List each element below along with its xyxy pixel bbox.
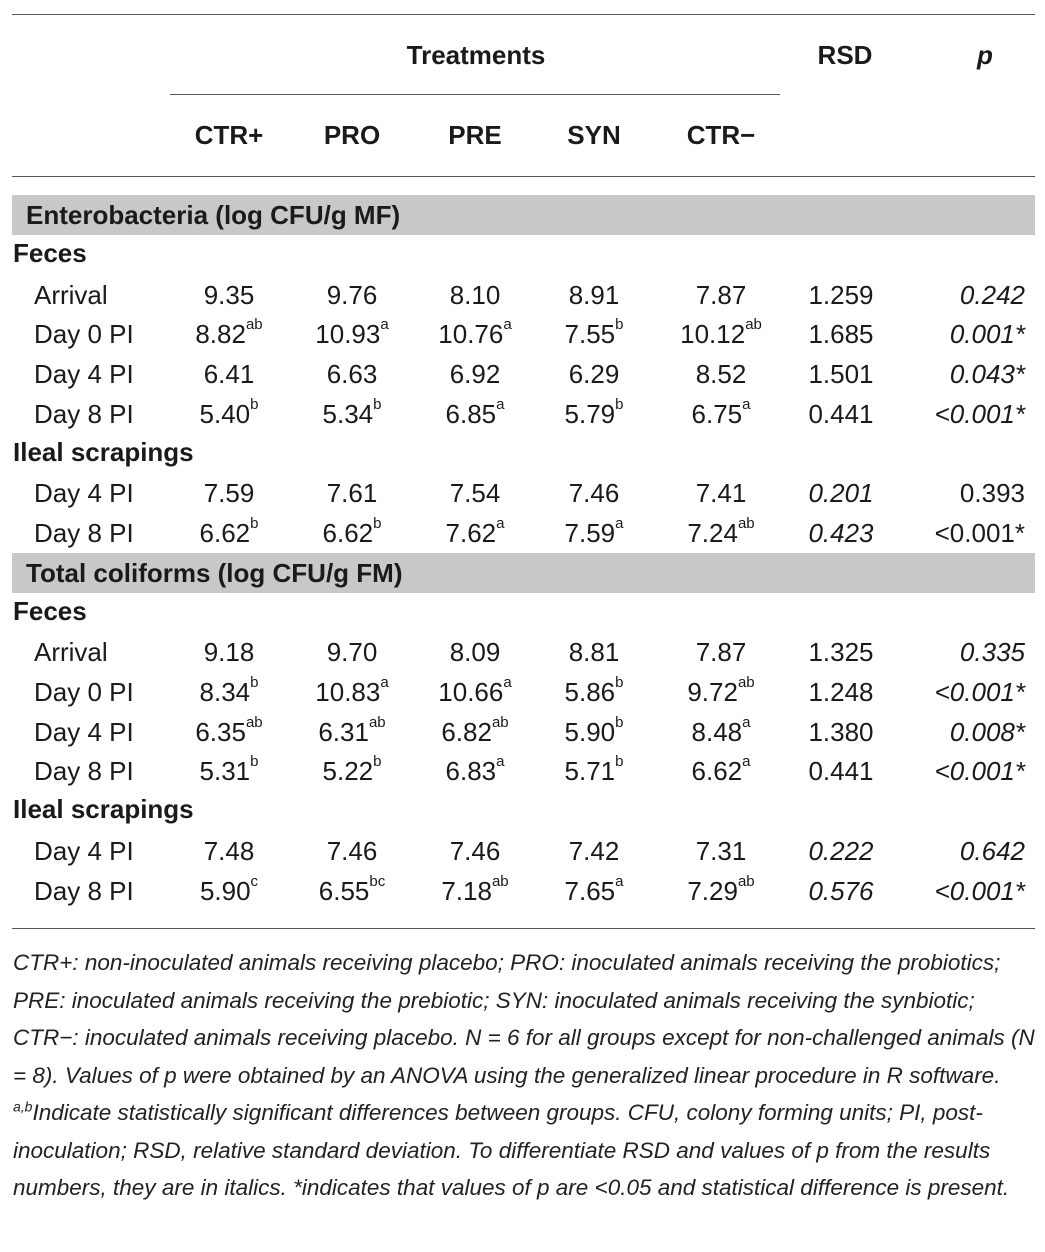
row-label: Day 4 PI [34,716,134,747]
significance-letter: a [496,514,505,532]
row-label: Day 4 PI [34,478,134,509]
value-number: 9.72 [687,677,738,707]
value-cell [164,354,294,394]
column-header-pro: PRO [323,120,381,150]
value-number: 9.18 [203,637,255,668]
significance-letter: ab [245,316,263,334]
value-number: 7.29 [687,875,738,906]
table-row [0,751,1045,791]
rsd-cell: 0.201 [808,478,874,509]
table-row [0,473,1045,513]
value-cell [287,394,417,434]
significance-letter: ab [245,713,263,731]
row-label: Arrival [34,637,108,668]
significance-letter: b [615,316,624,334]
significance-letter: b [373,395,382,413]
value-cell [410,871,540,911]
value-number: 9.35 [203,279,255,310]
value-number: 6.85 [445,398,497,429]
rsd-cell: 1.325 [808,637,874,668]
p-value-cell: 0.001* [949,319,1025,350]
value-number: 5.86 [564,677,616,707]
row-label: Day 8 PI [34,756,134,787]
value-number: 5.90 [199,875,251,906]
significance-letter: b [250,753,259,771]
value-cell [529,513,659,553]
p-value-cell: 0.242 [959,279,1025,310]
value-number: 7.46 [326,835,378,866]
value-number: 8.81 [568,637,620,668]
value-number: 5.34 [322,398,374,429]
value-number: 6.62 [199,517,251,548]
table-row [0,831,1045,871]
significance-letter: b [250,395,259,413]
value-cell [529,394,659,434]
value-cell [410,354,540,394]
section-title: Enterobacteria (log CFU/g MF) [26,200,401,230]
value-cell [410,513,540,553]
value-cell [410,473,540,513]
value-cell [410,275,540,315]
value-cell [656,473,786,513]
significance-letter: ab [737,872,755,890]
significance-letter: a [380,674,389,691]
value-number: 5.40 [199,398,251,429]
value-cell [410,751,540,791]
value-cell [529,632,659,672]
value-number: 6.62 [322,517,374,548]
significance-letter: ab [737,514,755,532]
significance-letter: a [503,316,512,334]
value-cell [164,275,294,315]
value-number: 6.62 [691,756,743,787]
value-cell [656,394,786,434]
value-number: 5.22 [322,756,374,787]
value-cell [656,314,786,354]
table-row [0,513,1045,553]
value-number: 7.62 [445,517,497,548]
section-title: Total coliforms (log CFU/g FM) [26,557,403,588]
value-cell [656,751,786,791]
value-cell [287,632,417,672]
value-number: 7.46 [568,478,620,509]
value-number: 6.41 [203,359,255,390]
value-number: 8.34 [199,677,251,707]
value-number: 7.87 [695,637,747,668]
group-title: Feces [13,595,87,626]
significance-letter: a [742,395,751,413]
value-number: 6.83 [445,756,497,787]
value-cell [410,712,540,752]
value-cell [410,831,540,871]
value-cell [164,712,294,752]
table-row [0,871,1045,911]
value-number: 7.46 [449,835,501,866]
rsd-cell: 1.248 [808,677,874,707]
table-row [0,632,1045,672]
value-cell [529,712,659,752]
row-label: Day 0 PI [34,319,134,350]
value-number: 10.76 [438,319,504,350]
rsd-cell: 0.423 [808,517,874,548]
treatments-underline [170,94,780,95]
value-number: 8.48 [691,716,743,747]
p-value-cell: <0.001* [934,875,1025,906]
value-cell [529,831,659,871]
p-value-cell: <0.001* [934,756,1025,787]
value-number: 8.10 [449,279,501,310]
rsd-header: RSD [817,40,873,70]
value-cell [287,275,417,315]
value-cell [656,672,786,712]
value-number: 10.66 [438,677,504,707]
value-cell [656,831,786,871]
value-number: 10.12 [680,319,746,350]
value-number: 8.91 [568,279,620,310]
rsd-cell: 0.576 [808,875,874,906]
rsd-cell: 1.685 [808,319,874,350]
significance-letter: ab [491,713,509,731]
significance-letter: a [615,514,624,532]
value-cell [287,871,417,911]
rsd-cell: 1.259 [808,279,874,310]
value-cell [410,394,540,434]
value-number: 8.82 [195,319,246,350]
p-value-cell: 0.393 [959,478,1025,509]
value-number: 10.83 [315,677,381,707]
value-cell [164,314,294,354]
p-header: p [977,40,993,70]
value-number: 7.55 [564,319,616,350]
value-cell [287,712,417,752]
section-band [12,553,1035,593]
value-cell [410,672,540,712]
value-number: 7.61 [326,478,378,509]
value-cell [529,275,659,315]
footnote-text-1: CTR+: non-inoculated animals receiving placebo; PRO: inoculated animals receiving the probiotics; PRE: inoculated animals receiving the prebiotic; SYN: inoculated animals receiving the synbiotic; CTR−: inoculated animals receiving placebo. N = 6 for all groups except for non-challenged animals (N = 8). Values of p were obtained by an ANOVA using the generalized linear procedure in R software. [13,950,1035,1088]
value-number: 7.24 [687,517,738,548]
value-number: 8.52 [695,359,747,390]
value-number: 6.63 [326,359,378,390]
significance-letter: ab [368,713,386,731]
value-number: 7.31 [695,835,747,866]
table-row [0,712,1045,752]
value-number: 7.54 [449,478,501,509]
value-number: 6.29 [568,359,620,390]
value-cell [529,314,659,354]
p-value-cell: 0.043* [949,359,1025,390]
value-cell [656,871,786,911]
value-number: 6.75 [691,398,743,429]
value-cell [164,871,294,911]
significance-letter: b [615,674,624,691]
p-value-cell: 0.335 [959,637,1025,668]
value-cell [529,672,659,712]
value-cell [287,513,417,553]
significance-letter: a [615,872,624,890]
value-number: 7.41 [695,478,747,509]
table-row [0,354,1045,394]
significance-letter: ab [745,316,762,334]
value-cell [656,275,786,315]
significance-letter: b [250,514,259,532]
row-label: Day 8 PI [34,875,134,906]
column-header-pre: PRE [448,120,502,150]
table-row [0,394,1045,434]
table-top-rule [12,14,1035,15]
value-number: 7.87 [695,279,747,310]
value-number: 6.31 [318,716,369,747]
value-cell [656,354,786,394]
significance-letter: a [496,753,505,771]
column-header-ctr-plus: CTR+ [194,120,264,150]
value-number: 7.59 [564,517,616,548]
p-value-cell: <0.001* [934,517,1025,548]
value-cell [164,672,294,712]
value-number: 6.55 [318,875,370,906]
value-cell [164,473,294,513]
value-cell [656,513,786,553]
value-number: 9.70 [326,637,378,668]
value-cell [287,314,417,354]
row-label: Day 8 PI [34,398,134,429]
significance-letter: c [250,872,259,890]
footnote-text-2: Indicate statistically significant differences between groups. CFU, colony forming units; PI, post-inoculation; RSD, relative standard deviation. To differentiate RSD and values of p from the results numbers, they are in italics. *indicates that values of p are <0.05 and statistical difference is present. [13,1100,1010,1200]
significance-letter: a [496,395,505,413]
value-number: 6.92 [449,359,501,390]
significance-letter: ab [737,674,755,691]
value-cell [164,831,294,871]
value-cell [164,632,294,672]
value-number: 7.48 [203,835,255,866]
significance-letter: ab [491,872,509,890]
value-cell [529,354,659,394]
row-label: Arrival [34,279,108,310]
p-value-cell: <0.001* [934,677,1025,707]
significance-letter: a [742,753,751,771]
value-cell [656,712,786,752]
value-number: 7.18 [441,875,492,906]
group-title: Ileal scrapings [13,794,194,825]
significance-letter: b [373,753,382,771]
value-number: 7.65 [564,875,616,906]
significance-letter: b [373,514,382,532]
p-value-cell: <0.001* [934,398,1025,429]
rsd-cell: 1.501 [808,359,874,390]
column-header-syn: SYN [567,120,621,150]
row-label: Day 0 PI [34,677,134,707]
p-value-cell: 0.008* [949,716,1025,747]
value-cell [529,871,659,911]
value-cell [529,473,659,513]
value-cell [287,831,417,871]
table-row [0,275,1045,315]
footnote-superscript: a,b [13,1098,33,1115]
row-label: Day 4 PI [34,835,134,866]
significance-letter: b [250,674,259,691]
value-number: 10.93 [315,319,381,350]
value-cell [410,314,540,354]
value-number: 5.31 [199,756,251,787]
rsd-cell: 0.441 [808,756,874,787]
header-bottom-rule [12,176,1035,177]
value-cell [164,394,294,434]
table-footnote [13,944,1038,1207]
value-cell [410,632,540,672]
significance-letter: a [380,316,389,334]
significance-letter: a [742,713,751,731]
section-band [12,195,1035,235]
table-row [0,672,1045,712]
value-cell [287,751,417,791]
value-cell [164,751,294,791]
group-title: Feces [13,238,87,268]
value-number: 7.59 [203,478,255,509]
p-value-cell: 0.642 [959,835,1025,866]
value-number: 7.42 [568,835,620,866]
value-number: 8.09 [449,637,501,668]
significance-letter: b [615,713,624,731]
rsd-cell: 1.380 [808,716,874,747]
value-cell [287,473,417,513]
row-label: Day 4 PI [34,359,134,390]
value-cell [656,632,786,672]
rsd-cell: 0.441 [808,398,874,429]
group-title: Ileal scrapings [13,436,194,467]
table-bottom-rule [12,928,1035,929]
value-number: 5.90 [564,716,616,747]
significance-letter: bc [369,872,386,890]
rsd-cell: 0.222 [808,835,874,866]
significance-letter: a [503,674,512,691]
value-cell [287,354,417,394]
value-number: 5.79 [564,398,616,429]
value-cell [287,672,417,712]
value-cell [529,751,659,791]
significance-letter: b [615,395,624,413]
value-number: 6.82 [441,716,492,747]
value-number: 6.35 [195,716,246,747]
value-number: 5.71 [564,756,616,787]
treatments-header: Treatments [406,40,546,70]
column-header-ctr-minus: CTR− [686,120,756,150]
value-cell [164,513,294,553]
significance-letter: b [615,753,624,771]
row-label: Day 8 PI [34,517,134,548]
value-number: 9.76 [326,279,378,310]
table-row [0,314,1045,354]
